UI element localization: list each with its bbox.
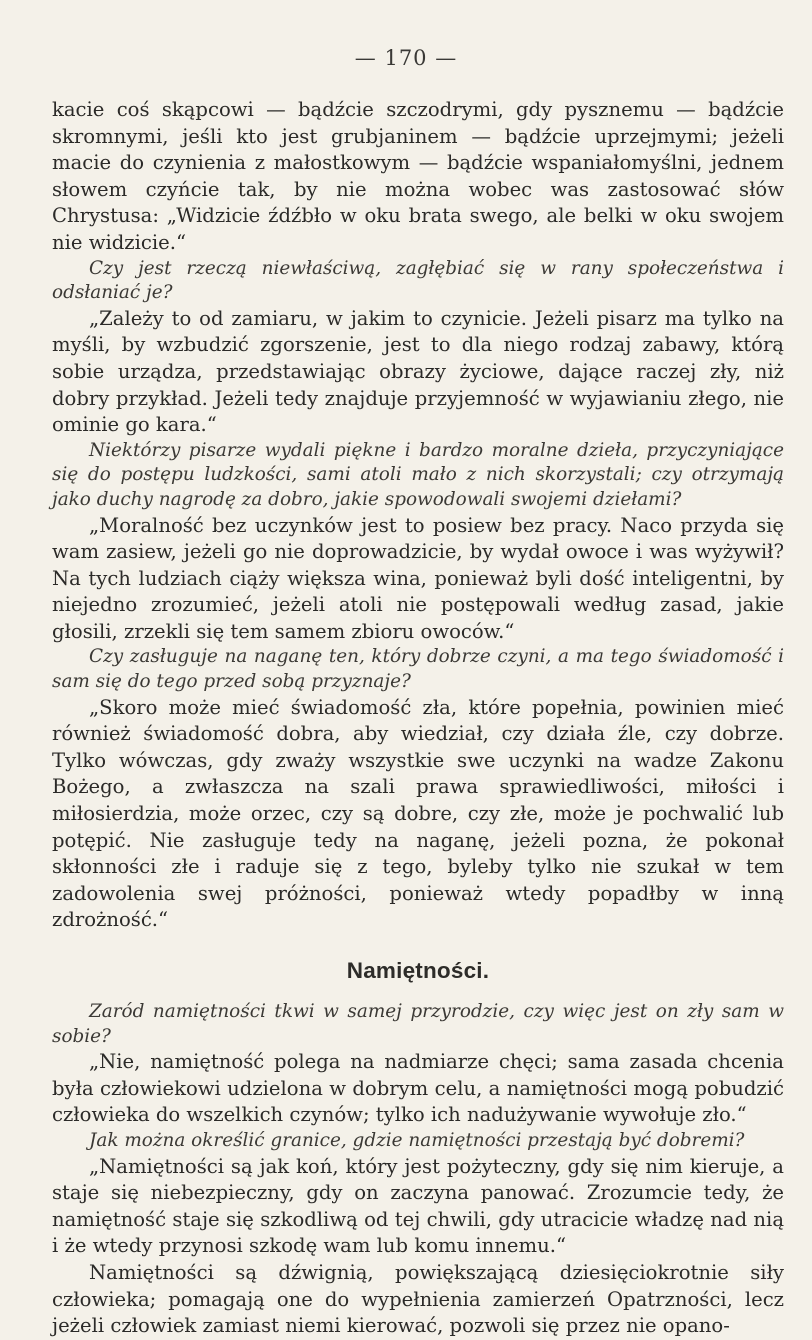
section-heading: Namiętności. xyxy=(346,958,490,983)
answer-4: „Nie, namiętność polega na nadmiarze chęci; sama zasada chcenia była człowiekowi udzielona w dobrym celu, a namiętności mogą pobudzić człowieka do wszelkich czynów; tylko ich nadużywanie wywołuje zło.“ xyxy=(52,1050,784,1127)
question-5: Jak można określić granice, gdzie namiętności przestają być dobremi? xyxy=(89,1129,745,1151)
answer-2: „Moralność bez uczynków jest to posiew bez pracy. Naco przyda się wam zasiew, jeżeli go nie doprowadzicie, by wydał owoce i was wyżywił? Na tych ludziach ciąży większa wina, ponieważ byli dość inteligentni, by niejedno zrozumieć, jeżeli atoli nie postępowali według zasad, jakie głosili, zrzekli się tem samem zbioru owoców.“ xyxy=(52,513,784,643)
answer-3: „Skoro może mieć świadomość zła, które popełnia, powinien mieć również świadomość dobra, aby wiedział, czy działa źle, czy dobrze. Tylko wówczas, gdy zważy wszystkie swe uczynki na wadze Zakonu Bożego, a zwłaszcza na szali prawa sprawiedliwości, miłości i miłosierdzia, może orzec, czy są dobre, czy złe, może je pochwalić lub potępić. Nie zasługuje tedy na naganę, jeżeli pozna, że pokonał skłonności złe i raduje się z tego, byleby tylko nie szukał w tem zadowolenia swej próżności, ponieważ wtedy popadłby w inną zdrożność.“ xyxy=(52,695,784,932)
paragraph-final: Namiętności są dźwignią, powiększającą dziesięciokrotnie siły człowieka; pomagają one do wypełnienia zamierzeń Opatrzności, lecz jeżeli człowiek zamiast niemi kierować, pozwoli się przez nie opano- xyxy=(52,1260,784,1338)
question-2: Niektórzy pisarze wydali piękne i bardzo moralne dzieła, przyczyniające się do postępu ludzkości, sami atoli mało z nich skorzystali; czy otrzymają jako duchy nagrodę za dobro, jakie spowodowali swojemi dziełami? xyxy=(52,439,784,510)
question-3: Czy zasługuje na naganę ten, który dobrze czyni, a ma tego świadomość i sam się do tego przed sobą przyznaje? xyxy=(52,646,784,693)
paragraph-continuation: kacie coś skąpcowi — bądźcie szczodrymi, gdy pysznemu — bądźcie skromnymi, jeśli kto jest grubjaninem — bądźcie uprzejmymi; jeżeli macie do czynienia z małostkowym — bądźcie wspaniałomyślni, jednem słowem czyńcie tak, by nie można wobec was zastosować słów Chrystusa: „Widzicie źdźbło w oku brata swego, ale belki w oku swojem nie widzicie.“ xyxy=(52,98,784,254)
question-1: Czy jest rzeczą niewłaściwą, zagłębiać się w rany społeczeństwa i odsłaniać je? xyxy=(52,257,784,304)
page-number: — 170 — xyxy=(354,46,458,70)
answer-5: „Namiętności są jak koń, który jest pożyteczny, gdy się nim kieruje, a staje się niebezpieczny, gdy on zaczyna panować. Zrozumcie tedy, że namiętność staje się szkodliwą od tej chwili, gdy utracicie władzę nad nią i że wtedy przynosi szkodę wam lub komu innemu.“ xyxy=(52,1154,784,1258)
page-body xyxy=(52,97,784,1340)
answer-1: „Zależy to od zamiaru, w jakim to czynicie. Jeżeli pisarz ma tylko na myśli, by wzbudzić zgorszenie, jest to dla niego rodzaj zabawy, którą sobie urządza, przedstawiając obrazy życiowe, dające raczej zły, niż dobry przykład. Jeżeli tedy znajduje przyjemność w wyjawianiu złego, nie ominie go kara.“ xyxy=(52,306,784,437)
question-4: Zaród namiętności tkwi w samej przyrodzie, czy więc jest on zły sam w sobie? xyxy=(52,1001,784,1047)
